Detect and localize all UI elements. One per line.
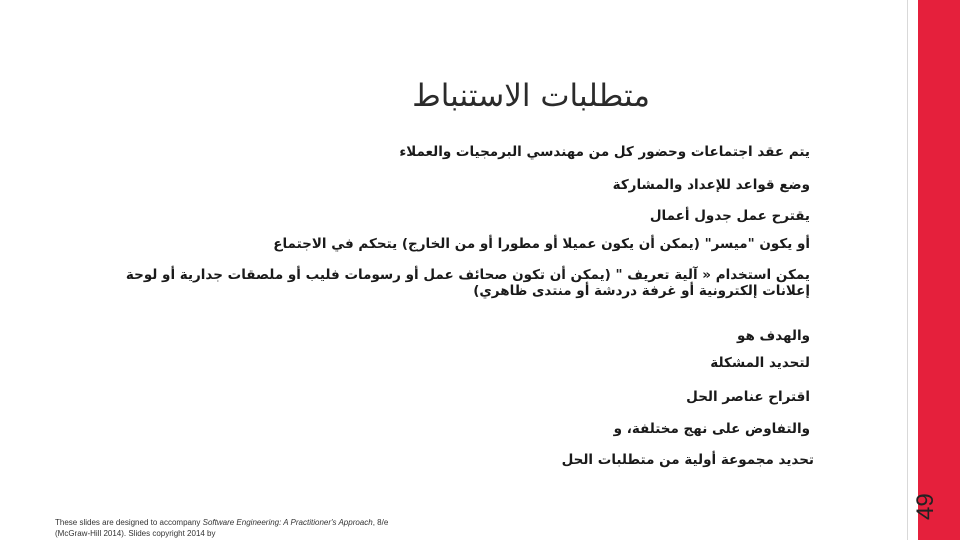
page-number: 49: [912, 493, 939, 520]
bullet-item: والتفاوض على نهج مختلفة، و: [613, 421, 810, 437]
slide-title: متطلبات الاستنباط: [412, 78, 650, 114]
bullet-item: يتم عقد اجتماعات وحضور كل من مهندسي البرمجيات والعملاء: [399, 144, 810, 160]
bullet-item: لتحديد المشكلة: [710, 355, 810, 371]
footer-book-title: Software Engineering: A Practitioner's Approach: [202, 518, 373, 527]
bullet-item: والهدف هو: [736, 328, 810, 344]
divider-line: [907, 0, 908, 540]
bullet-item: أو يكون "ميسر" (يمكن أن يكون عميلا أو مطورا أو من الخارج) يتحكم في الاجتماع: [273, 236, 810, 252]
footer-suffix: , 8/e (McGraw-Hill 2014). Slides copyright 2014 by: [55, 518, 389, 538]
bullet-item: وضع قواعد للإعداد والمشاركة: [612, 177, 810, 193]
copyright-footer: [55, 517, 395, 539]
bullet-item: اقتراح عناصر الحل: [686, 389, 810, 405]
footer-prefix: These slides are designed to accompany: [55, 518, 203, 527]
bullet-item: تحديد مجموعة أولية من متطلبات الحل: [561, 452, 814, 468]
bullet-item: يمكن استخدام « آلية تعريف " (يمكن أن تكون صحائف عمل أو رسومات فليب أو ملصقات جدارية أو لوحة إعلانات إلكترونية أو غرفة دردشة أو منتدى ظاهري): [125, 267, 810, 299]
accent-bar: [918, 0, 960, 540]
bullet-item: يقترح عمل جدول أعمال: [649, 208, 810, 224]
